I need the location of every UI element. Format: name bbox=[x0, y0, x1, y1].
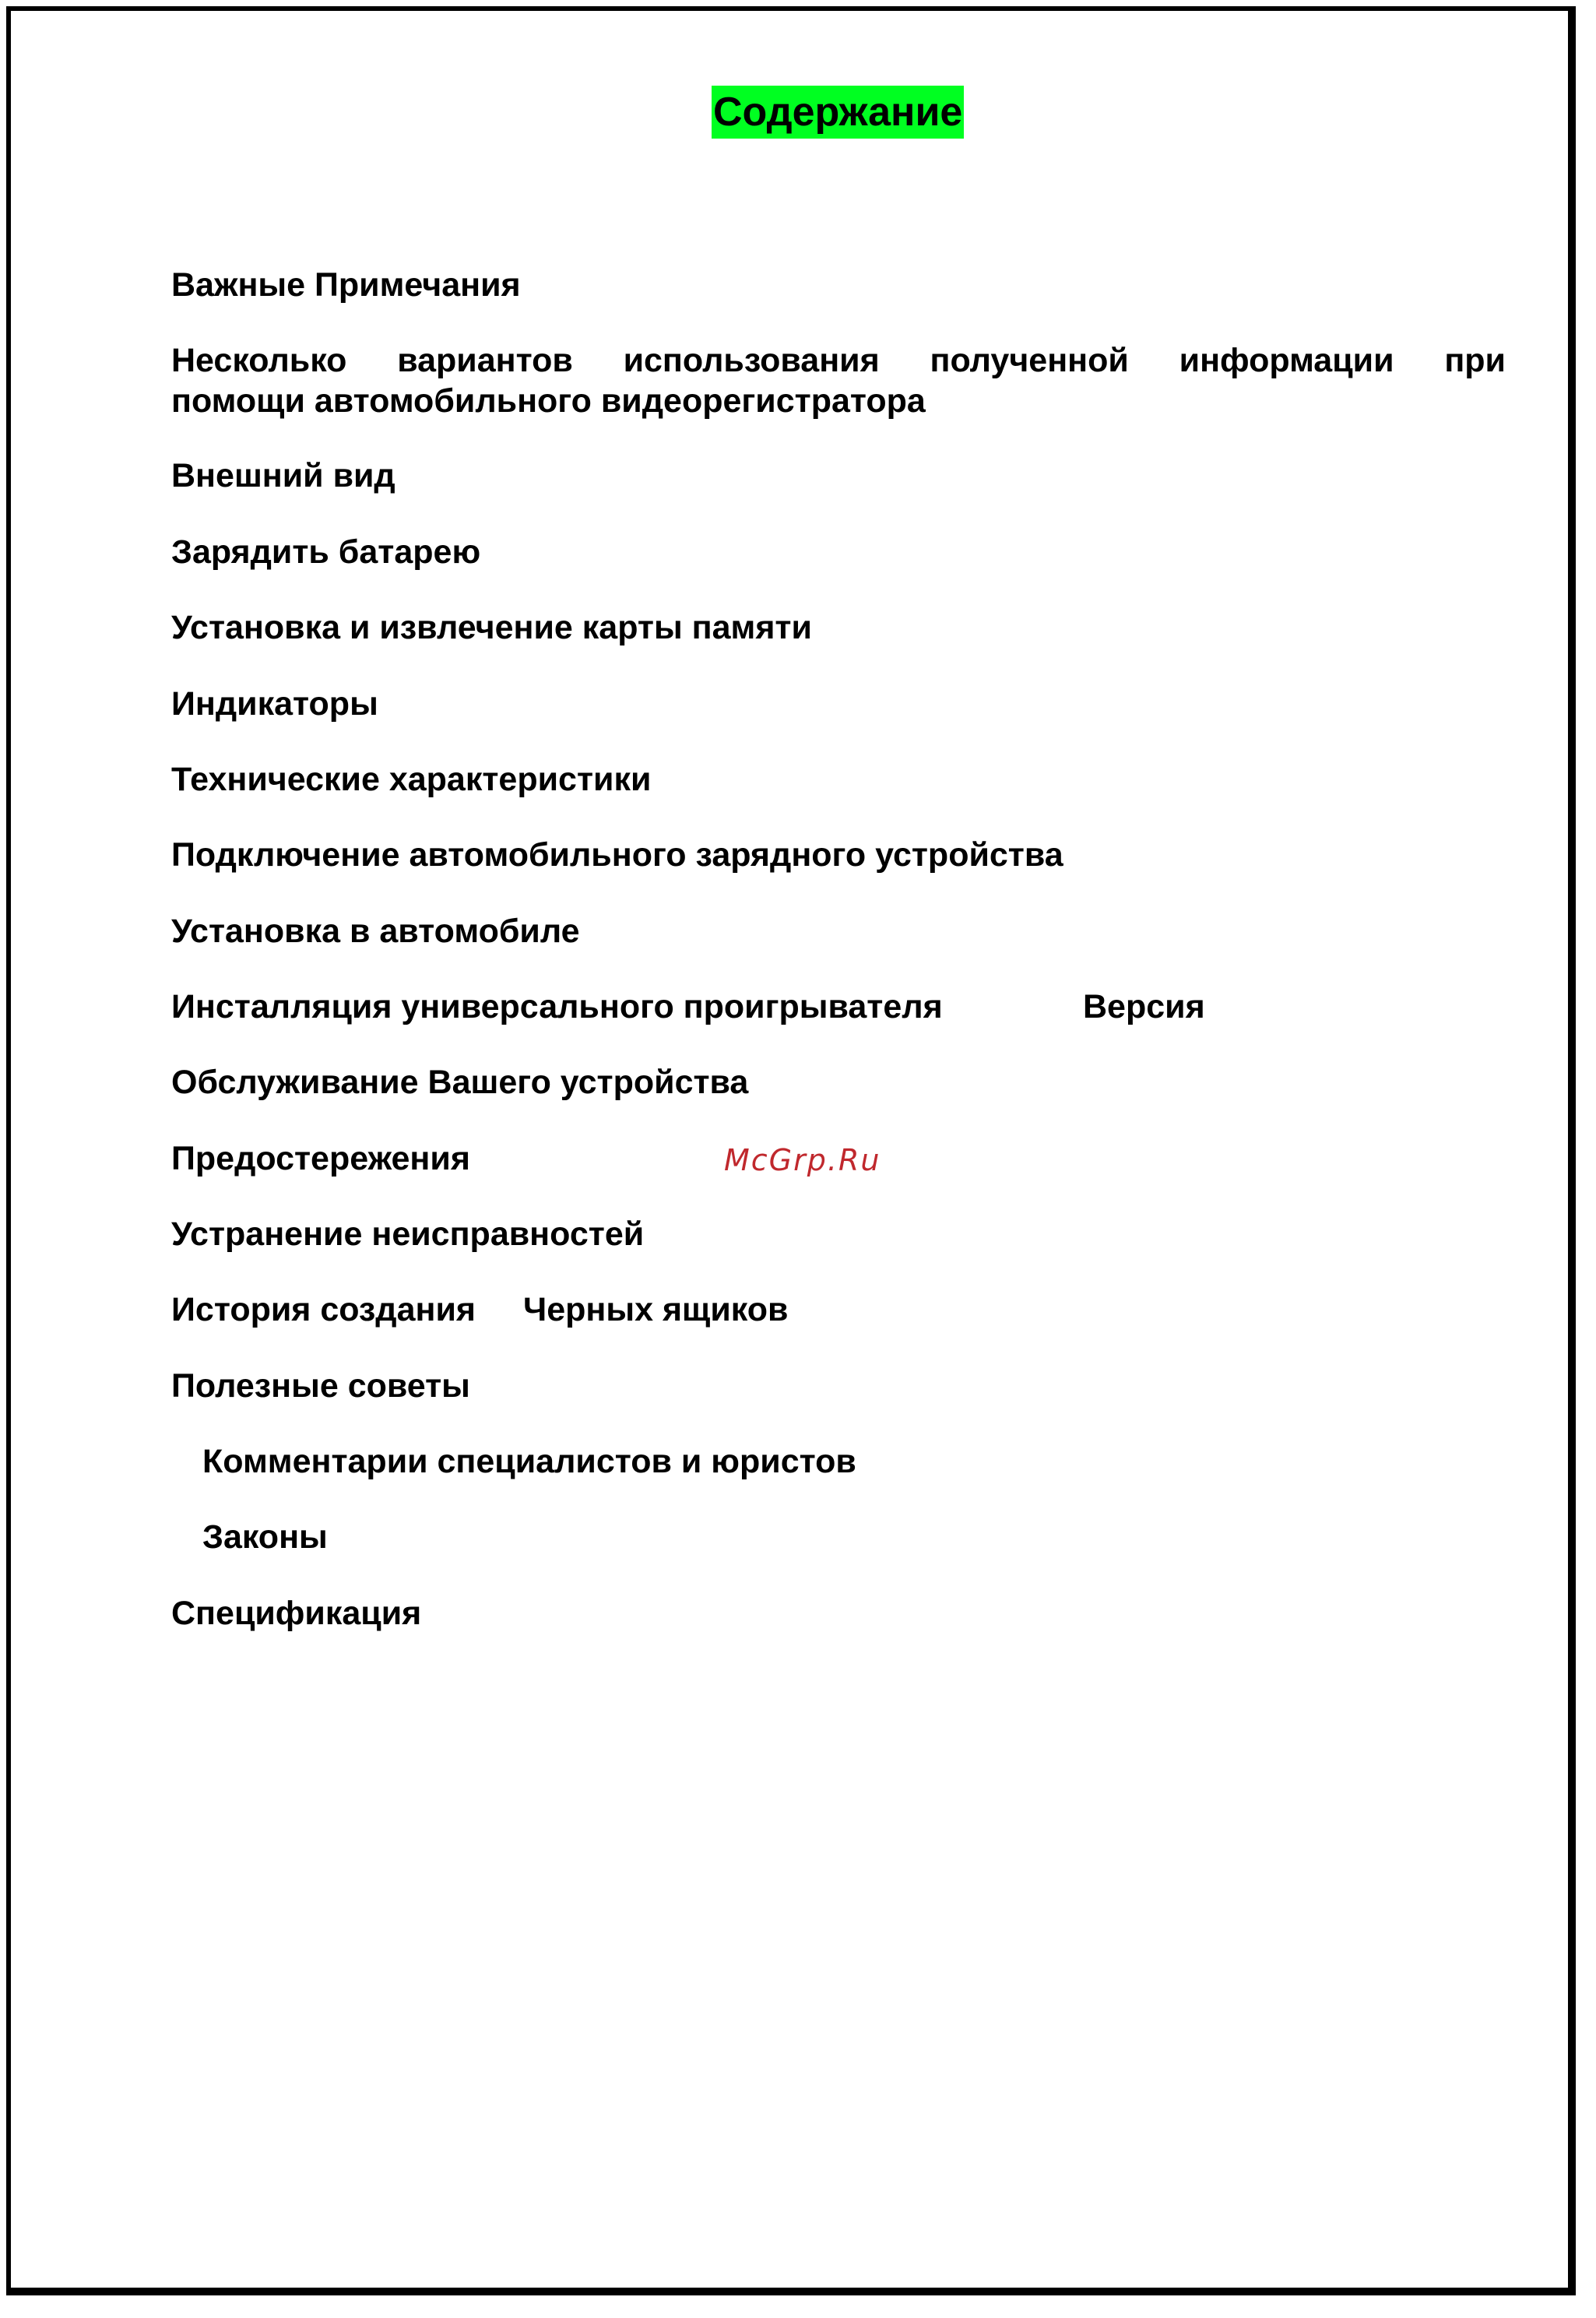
toc-item-indicators: Индикаторы bbox=[171, 685, 378, 723]
toc-item-car-install: Установка в автомобиле bbox=[171, 913, 580, 950]
page-title: Содержание bbox=[712, 86, 964, 139]
toc-item-black-boxes: Черных ящиков bbox=[523, 1291, 789, 1328]
toc-item-player-install: Инсталляция универсального проигрывателя bbox=[171, 988, 943, 1025]
toc-item-troubleshooting: Устранение неисправностей bbox=[171, 1215, 645, 1253]
toc-item-usage-line-1: Несколько вариантов использования полученной информации при bbox=[171, 342, 1506, 379]
toc-item-charge-battery: Зарядить батарею bbox=[171, 533, 481, 571]
toc-item-important-notes: Важные Примечания bbox=[171, 266, 521, 304]
toc-item-tips: Полезные советы bbox=[171, 1367, 470, 1405]
toc-item-car-charger: Подключение автомобильного зарядного устройства bbox=[171, 836, 1063, 874]
toc-item-usage-line-2: помощи автомобильного видеорегистратора bbox=[171, 382, 926, 420]
toc-item-maintenance: Обслуживание Вашего устройства bbox=[171, 1064, 749, 1101]
toc-item-warnings: Предостережения bbox=[171, 1140, 470, 1177]
toc-item-specification: Спецификация bbox=[171, 1595, 422, 1632]
watermark-text: McGrp.Ru bbox=[724, 1143, 881, 1177]
toc-item-history: История создания bbox=[171, 1291, 476, 1328]
toc-item-comments: Комментарии специалистов и юристов bbox=[202, 1443, 856, 1480]
toc-item-laws: Законы bbox=[202, 1518, 328, 1556]
toc-item-appearance: Внешний вид bbox=[171, 457, 395, 494]
toc-item-memory-card: Установка и извлечение карты памяти bbox=[171, 609, 812, 646]
toc-item-specs: Технические характеристики bbox=[171, 761, 652, 798]
toc-item-player-version: Версия bbox=[1083, 988, 1205, 1025]
